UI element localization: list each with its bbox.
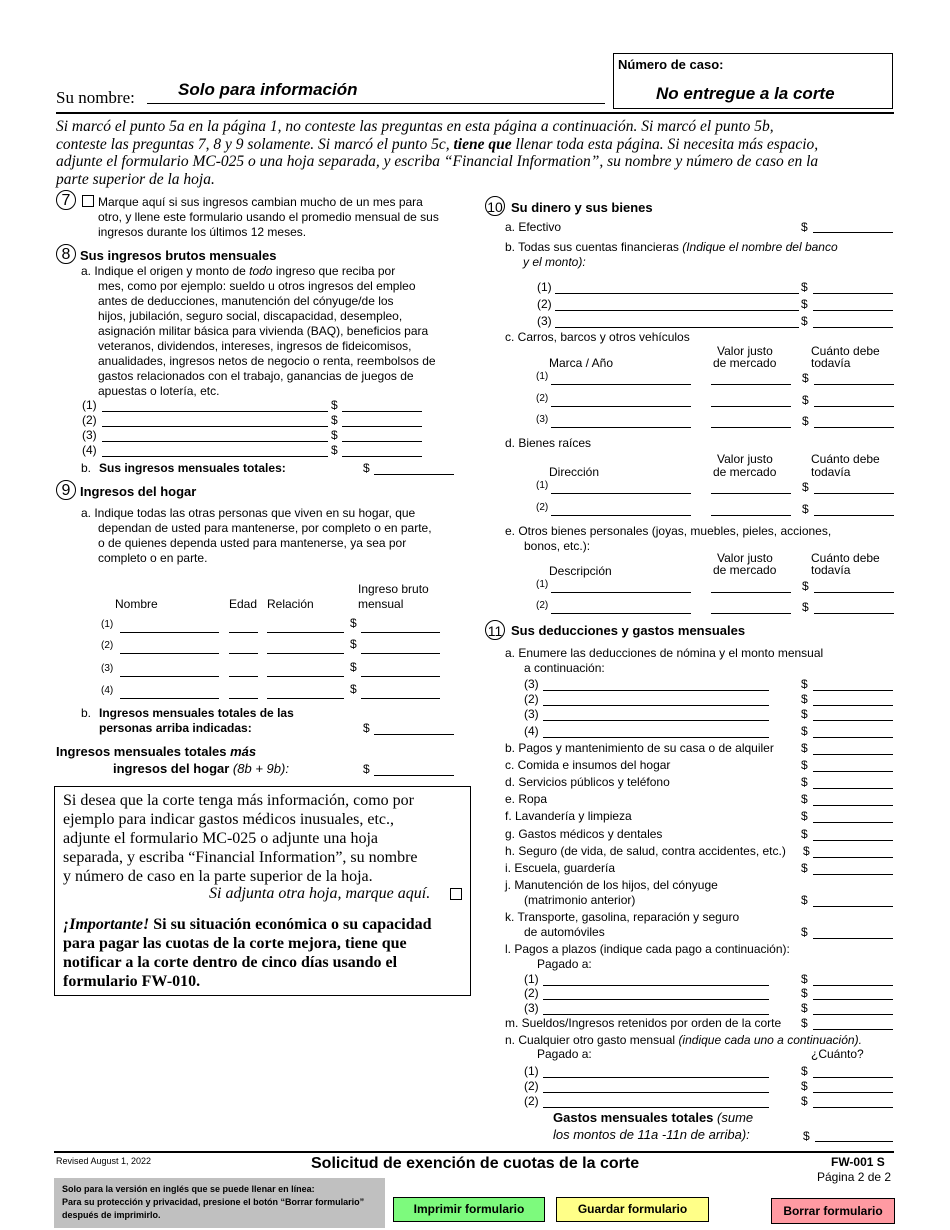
dollar-sign: $	[801, 1064, 808, 1078]
vehicle-value-line[interactable]	[711, 427, 791, 428]
vehicle-owed-line[interactable]	[814, 427, 894, 428]
dollar-sign: $	[801, 1079, 808, 1093]
q11j-line2: (matrimonio anterior)	[524, 893, 636, 907]
q9b-amount-line[interactable]	[374, 734, 454, 735]
dollar-sign: $	[802, 393, 809, 407]
q11k-line2: de automóviles	[524, 925, 605, 939]
installment-amount-line[interactable]	[813, 1014, 893, 1015]
cash-amount-line[interactable]	[813, 232, 893, 233]
q8a-text: a. Indique el origen y monto de todo ingreso que reciba por mes, como por ejemplo: sueldo u otros ingresos del empleo antes de deducciones, manutención del cónyuge/de los hijos, jubilación, seguro social, discapacidad, desempleo, asignación militar básica para vivienda (BAQ), beneficios para veteranos, dividendos, intereses, ingresos de fideicomisos, anualidades, ingresos netos de negocio o renta, reembolsos de gastos relacionados con el trabajo, ganancias de juegos de apuestas o lotería, etc.	[81, 264, 436, 398]
dollar-sign: $	[801, 692, 808, 706]
expense-label: d. Servicios públicos y teléfono	[505, 775, 670, 789]
total-income-line1: Ingresos mensuales totales más	[56, 744, 257, 759]
income-amount-line[interactable]	[342, 441, 422, 442]
total-expenses-line2: los montos de 11a -11n de arriba):	[553, 1127, 750, 1142]
household-relation-line[interactable]	[267, 653, 344, 654]
account-name-line[interactable]	[555, 310, 799, 311]
expense-amount-line[interactable]	[813, 874, 893, 875]
income-amount-line[interactable]	[342, 426, 422, 427]
vehicle-make-line[interactable]	[551, 427, 691, 428]
important-notice: ¡Importante! Si su situación económica o su capacidad para pagar las cuotas de la corte mejora, tiene que notificar a la corte dentro de cinco días usando el formulario FW-010.	[63, 916, 432, 990]
personal-value-line[interactable]	[711, 592, 791, 593]
dollar-sign: $	[331, 443, 338, 457]
footer-rule	[54, 1151, 894, 1153]
dollar-sign: $	[802, 480, 809, 494]
q9b-line2: personas arriba indicadas:	[99, 721, 252, 735]
q11l-line1: l. Pagos a plazos (indique cada pago a continuación):	[505, 942, 790, 956]
dollar-sign: $	[350, 660, 357, 674]
installment-name-line[interactable]	[543, 1014, 769, 1015]
income-source-line[interactable]	[102, 456, 328, 457]
revised-date: Revised August 1, 2022	[56, 1156, 152, 1166]
q11j-line1: j. Manutención de los hijos, del cónyuge	[505, 878, 718, 892]
total-expenses-amount-line[interactable]	[815, 1141, 893, 1142]
deduction-amount-line[interactable]	[813, 690, 893, 691]
dollar-sign: $	[801, 861, 808, 875]
account-amount-line[interactable]	[813, 310, 893, 311]
dollar-sign: $	[803, 844, 810, 858]
expense-label: e. Ropa	[505, 792, 548, 806]
row-label: (4)	[524, 724, 539, 738]
dollar-sign: $	[801, 297, 808, 311]
dollar-sign: $	[363, 721, 370, 735]
dollar-sign: $	[802, 579, 809, 593]
other-expense-name-line[interactable]	[543, 1092, 769, 1093]
personal-description-line[interactable]	[551, 613, 691, 614]
dollar-sign: $	[801, 925, 808, 939]
q11l-paid-to: Pagado a:	[537, 957, 592, 971]
form-title: Solicitud de exención de cuotas de la corte	[311, 1155, 640, 1172]
dollar-sign: $	[801, 893, 808, 907]
col-marca: Marca / Año	[549, 356, 614, 370]
dollar-sign: $	[801, 809, 808, 823]
total-income-amount-line[interactable]	[374, 775, 454, 776]
item-number-10: 10	[485, 196, 505, 216]
q8b-amount-line[interactable]	[374, 474, 454, 475]
household-name-line[interactable]	[120, 676, 219, 677]
intro-line: parte superior de la hoja.	[56, 170, 215, 188]
dollar-sign: $	[801, 314, 808, 328]
col-direccion: Dirección	[549, 465, 600, 479]
other-expense-name-line[interactable]	[543, 1107, 769, 1108]
dollar-sign: $	[350, 637, 357, 651]
q11m-text: m. Sueldos/Ingresos retenidos por orden de la corte	[505, 1016, 782, 1030]
row-label: (2)	[536, 393, 549, 404]
dollar-sign: $	[802, 371, 809, 385]
q8b-letter: b.	[81, 461, 92, 475]
child-support-amount-line[interactable]	[813, 906, 893, 907]
income-source-line[interactable]	[102, 411, 328, 412]
case-number-box[interactable]	[613, 53, 893, 109]
account-name-line[interactable]	[555, 327, 799, 328]
dollar-sign: $	[350, 616, 357, 630]
dollar-sign: $	[801, 986, 808, 1000]
dollar-sign: $	[801, 724, 808, 738]
row-label: (2)	[536, 600, 549, 611]
expense-label: g. Gastos médicos y dentales	[505, 827, 663, 841]
expense-amount-line[interactable]	[813, 754, 893, 755]
q11n-how-much: ¿Cuánto?	[811, 1047, 864, 1061]
row-label: (1)	[101, 619, 114, 630]
dollar-sign: $	[363, 762, 370, 776]
col-edad: Edad	[229, 597, 258, 611]
col-valor-justo: Valor justo	[717, 452, 773, 466]
q9b-letter: b.	[81, 706, 92, 720]
item-number-8: 8	[56, 244, 76, 264]
col-todavia: todavía	[811, 563, 851, 577]
row-label: (1)	[536, 579, 549, 590]
col-todavia: todavía	[811, 465, 851, 479]
other-expense-name-line[interactable]	[543, 1077, 769, 1078]
vehicle-make-line[interactable]	[551, 406, 691, 407]
row-label: (2)	[536, 502, 549, 513]
household-name-line[interactable]	[120, 632, 219, 633]
col-ingreso-bruto: Ingreso bruto	[358, 582, 429, 596]
intro-text	[56, 118, 818, 188]
deduction-name-line[interactable]	[543, 690, 769, 691]
household-name-line[interactable]	[120, 653, 219, 654]
row-label: (1)	[82, 398, 97, 412]
deduction-amount-line[interactable]	[813, 720, 893, 721]
other-expense-amount-line[interactable]	[813, 1092, 893, 1093]
row-label: (2)	[524, 1079, 539, 1093]
dollar-sign: $	[802, 600, 809, 614]
dollar-sign: $	[802, 414, 809, 428]
transport-amount-line[interactable]	[813, 938, 893, 939]
vehicle-owed-line[interactable]	[814, 384, 894, 385]
print-form-button[interactable]: Imprimir formulario	[393, 1197, 545, 1222]
row-label: (3)	[101, 663, 114, 674]
household-relation-line[interactable]	[267, 676, 344, 677]
info-box-text: Si desea que la corte tenga más información, como por ejemplo para indicar gastos médicos inusuales, etc., adjunte el formulario MC-025 o adjunte una hoja separada, y escriba “Financial Information”, su nombre y número de caso en la parte superior de la hoja.	[63, 792, 418, 885]
dollar-sign: $	[331, 398, 338, 412]
row-label: (3)	[537, 314, 552, 328]
case-number-value: No entregue a la corte	[656, 84, 835, 103]
garnishment-amount-line[interactable]	[813, 1029, 893, 1030]
col-descripcion: Descripción	[549, 564, 612, 578]
account-amount-line[interactable]	[813, 293, 893, 294]
installment-name-line[interactable]	[543, 999, 769, 1000]
row-label: (3)	[524, 677, 539, 691]
q7-text: Marque aquí si sus ingresos cambian mucho de un mes para otro, y llene este formulario usando el promedio mensual de sus ingresos durante los últimos 12 meses.	[98, 195, 439, 239]
name-value[interactable]: Solo para información	[178, 80, 358, 99]
property-owed-line[interactable]	[814, 493, 894, 494]
online-notice: Solo para la versión en inglés que se puede llenar en línea: Para su protección y privacidad, presione el botón “Borrar formulario” después de imprimirlo.	[54, 1178, 385, 1228]
expense-amount-line[interactable]	[813, 822, 893, 823]
q11a-line2: a continuación:	[524, 661, 605, 675]
installment-amount-line[interactable]	[813, 999, 893, 1000]
household-income-line[interactable]	[361, 698, 440, 699]
deduction-name-line[interactable]	[543, 720, 769, 721]
q9b-line1: Ingresos mensuales totales de las	[99, 706, 294, 720]
personal-owed-line[interactable]	[814, 592, 894, 593]
household-name-line[interactable]	[120, 698, 219, 699]
dollar-sign: $	[801, 1094, 808, 1108]
row-label: (1)	[537, 280, 552, 294]
personal-value-line[interactable]	[711, 613, 791, 614]
expense-label: b. Pagos y mantenimiento de su casa o de alquiler	[505, 741, 774, 755]
expense-amount-line[interactable]	[813, 805, 893, 806]
personal-owed-line[interactable]	[814, 613, 894, 614]
income-amount-line[interactable]	[342, 411, 422, 412]
dollar-sign: $	[801, 280, 808, 294]
col-todavia: todavía	[811, 356, 851, 370]
vehicle-value-line[interactable]	[711, 406, 791, 407]
property-value-line[interactable]	[711, 515, 791, 516]
col-cuanto-debe: Cuánto debe	[811, 452, 880, 466]
row-label: (2)	[537, 297, 552, 311]
account-amount-line[interactable]	[813, 327, 893, 328]
row-label: (3)	[82, 428, 97, 442]
q11k-line1: k. Transporte, gasolina, reparación y seguro	[505, 910, 740, 924]
col-valor-justo: Valor justo	[717, 551, 773, 565]
dollar-sign: $	[801, 972, 808, 986]
q10e-line1: e. Otros bienes personales (joyas, muebles, pieles, acciones,	[505, 524, 832, 538]
income-amount-line[interactable]	[342, 456, 422, 457]
row-label: (2)	[82, 413, 97, 427]
q11n-line1: n. Cualquier otro gasto mensual (indique cada uno a continuación).	[505, 1033, 862, 1047]
dollar-sign: $	[802, 502, 809, 516]
q11n-paid-to: Pagado a:	[537, 1047, 592, 1061]
dollar-sign: $	[350, 682, 357, 696]
dollar-sign: $	[801, 1001, 808, 1015]
q10-title: Su dinero y sus bienes	[511, 200, 653, 215]
col-de-mercado: de mercado	[713, 356, 777, 370]
vehicle-owed-line[interactable]	[814, 406, 894, 407]
info-box	[54, 786, 471, 996]
household-age-line[interactable]	[229, 676, 258, 677]
household-relation-line[interactable]	[267, 698, 344, 699]
vehicle-value-line[interactable]	[711, 384, 791, 385]
household-relation-line[interactable]	[267, 632, 344, 633]
row-label: (3)	[524, 1001, 539, 1015]
row-label: (1)	[524, 972, 539, 986]
dollar-sign: $	[801, 827, 808, 841]
total-income-line2: ingresos del hogar (8b + 9b):	[113, 761, 289, 776]
expense-label: f. Lavandería y limpieza	[505, 809, 632, 823]
q10a-text: a. Efectivo	[505, 220, 562, 234]
row-label: (3)	[536, 414, 549, 425]
total-expenses-line1: Gastos mensuales totales (sume	[553, 1110, 754, 1125]
expense-label: i. Escuela, guardería	[505, 861, 616, 875]
q10b-text: b. Todas sus cuentas financieras (Indique el nombre del banco y el monto):	[505, 240, 838, 269]
row-label: (2)	[524, 986, 539, 1000]
dollar-sign: $	[363, 461, 370, 475]
q11a-line1: a. Enumere las deducciones de nómina y el monto mensual	[505, 646, 824, 660]
item-number-11: 11	[485, 620, 505, 640]
vehicle-make-line[interactable]	[551, 384, 691, 385]
household-age-line[interactable]	[229, 632, 258, 633]
dollar-sign: $	[801, 1016, 808, 1030]
col-cuanto-debe: Cuánto debe	[811, 344, 880, 358]
installment-amount-line[interactable]	[813, 985, 893, 986]
col-relacion: Relación	[267, 597, 314, 611]
intro-line: adjunte el formulario MC-025 o una hoja separada, y escriba “Financial Information”, su nombre y número de caso en la	[56, 153, 819, 170]
income-source-line[interactable]	[102, 441, 328, 442]
intro-emphasis: tiene que	[453, 135, 512, 153]
expense-amount-line[interactable]	[813, 788, 893, 789]
save-form-button[interactable]: Guardar formulario	[556, 1197, 709, 1222]
intro-line: Si marcó el punto 5a en la página 1, no conteste las preguntas en esta página a continuación. Si marcó el punto 5b,	[56, 118, 774, 135]
name-field-line	[147, 103, 605, 104]
dollar-sign: $	[801, 741, 808, 755]
q10d-text: d. Bienes raíces	[505, 436, 592, 450]
row-label: (1)	[536, 371, 549, 382]
row-label: (3)	[524, 707, 539, 721]
q7-checkbox[interactable]	[82, 195, 94, 207]
q10e-line2: bonos, etc.):	[524, 539, 591, 553]
property-value-line[interactable]	[711, 493, 791, 494]
q9-title: Ingresos del hogar	[80, 484, 197, 499]
household-income-line[interactable]	[361, 632, 440, 633]
q10c-text: c. Carros, barcos y otros vehículos	[505, 330, 690, 344]
deduction-amount-line[interactable]	[813, 737, 893, 738]
deduction-name-line[interactable]	[543, 705, 769, 706]
expense-amount-line[interactable]	[813, 857, 893, 858]
row-label: (4)	[101, 685, 114, 696]
col-cuanto-debe: Cuánto debe	[811, 551, 880, 565]
deduction-amount-line[interactable]	[813, 705, 893, 706]
col-de-mercado: de mercado	[713, 465, 777, 479]
dollar-sign: $	[331, 428, 338, 442]
col-mensual: mensual	[358, 597, 404, 611]
expense-amount-line[interactable]	[813, 771, 893, 772]
q8b-text: Sus ingresos mensuales totales:	[99, 461, 286, 475]
row-label: (2)	[524, 692, 539, 706]
col-nombre: Nombre	[115, 597, 158, 611]
name-label: Su nombre:	[56, 88, 135, 107]
dollar-sign: $	[803, 1129, 810, 1143]
dollar-sign: $	[801, 220, 808, 234]
property-address-line[interactable]	[551, 493, 691, 494]
attach-text: Si adjunta otra hoja, marque aquí.	[209, 885, 431, 902]
q11-title: Sus deducciones y gastos mensuales	[511, 623, 746, 638]
dollar-sign: $	[801, 792, 808, 806]
col-valor-justo: Valor justo	[717, 344, 773, 358]
other-expense-amount-line[interactable]	[813, 1077, 893, 1078]
col-de-mercado: de mercado	[713, 563, 777, 577]
row-label: (1)	[536, 480, 549, 491]
property-owed-line[interactable]	[814, 515, 894, 516]
row-label: (2)	[524, 1094, 539, 1108]
expense-amount-line[interactable]	[813, 840, 893, 841]
deduction-name-line[interactable]	[543, 737, 769, 738]
dollar-sign: $	[331, 413, 338, 427]
expense-label: c. Comida e insumos del hogar	[505, 758, 671, 772]
intro-line: conteste las preguntas 7, 8 y 9 solamente. Si marcó el punto 5c, tiene que llenar toda esta página. Si necesita más espacio,	[56, 135, 819, 153]
personal-description-line[interactable]	[551, 592, 691, 593]
item-number-7: 7	[56, 190, 76, 210]
row-label: (2)	[101, 640, 114, 651]
household-income-line[interactable]	[361, 653, 440, 654]
q8-title: Sus ingresos brutos mensuales	[80, 248, 277, 263]
property-address-line[interactable]	[551, 515, 691, 516]
income-source-line[interactable]	[102, 426, 328, 427]
dollar-sign: $	[801, 758, 808, 772]
other-expense-amount-line[interactable]	[813, 1107, 893, 1108]
clear-form-button[interactable]: Borrar formulario	[771, 1198, 895, 1224]
form-id: FW-001 S	[831, 1155, 885, 1169]
q9a-text: a. Indique todas las otras personas que viven en su hogar, que dependan de usted para mantenerse, por completo o en parte, o de quienes dependa usted para mantenerse, ya sea por completo o en parte.	[81, 506, 432, 565]
household-age-line[interactable]	[229, 698, 258, 699]
header-rule	[56, 112, 894, 114]
row-label: (1)	[524, 1064, 539, 1078]
expense-label: h. Seguro (de vida, de salud, contra accidentes, etc.)	[505, 844, 786, 858]
installment-name-line[interactable]	[543, 985, 769, 986]
row-label: (4)	[82, 443, 97, 457]
case-number-label: Número de caso:	[618, 57, 724, 72]
attach-checkbox[interactable]	[450, 888, 462, 900]
item-number-9: 9	[56, 480, 76, 500]
household-age-line[interactable]	[229, 653, 258, 654]
dollar-sign: $	[801, 677, 808, 691]
dollar-sign: $	[801, 707, 808, 721]
page-number: Página 2 de 2	[817, 1170, 892, 1184]
account-name-line[interactable]	[555, 293, 799, 294]
household-income-line[interactable]	[361, 676, 440, 677]
dollar-sign: $	[801, 775, 808, 789]
